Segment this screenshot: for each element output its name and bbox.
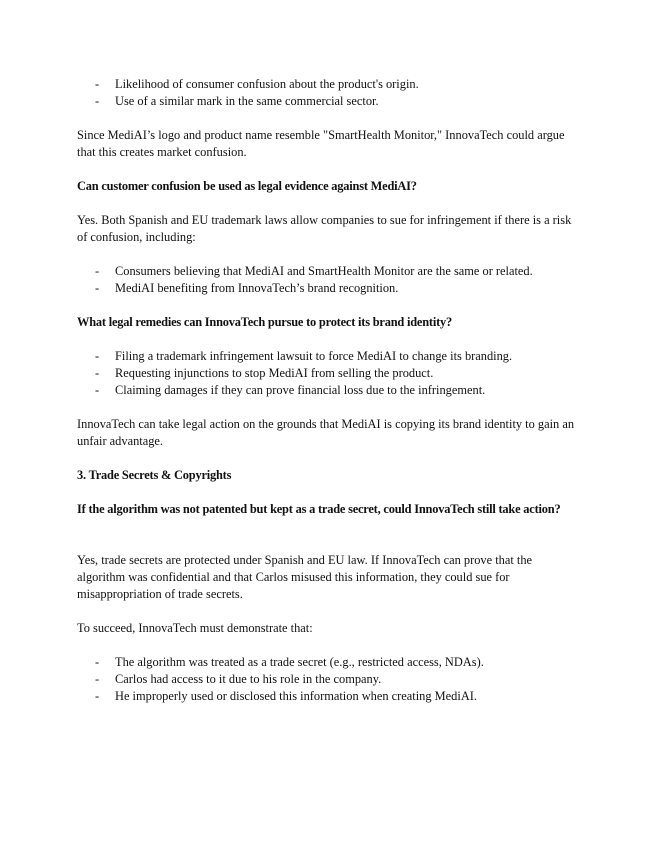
paragraph-logo-resemblance: Since MediAI’s logo and product name resemble "SmartHealth Monitor," InnovaTech could argue that this creates market confusion.	[77, 128, 565, 159]
list-item: - Claiming damages if they can prove financial loss due to the infringement.	[95, 383, 486, 397]
list-item: - Use of a similar mark in the same commercial sector.	[95, 94, 379, 108]
section-heading: 3. Trade Secrets & Copyrights	[77, 468, 232, 482]
paragraph-trade-secrets-protected: Yes, trade secrets are protected under Spanish and EU law. If InnovaTech can prove that the algorithm was confidential and that Carlos misused this information, they could sue for misappropriation of trade secrets.	[77, 553, 533, 601]
paragraph-trademark-laws: Yes. Both Spanish and EU trademark laws allow companies to sue for infringement if there is a risk of confusion, including:	[77, 213, 572, 244]
bullet-dash: -	[95, 655, 100, 669]
list-item: - MediAI benefiting from InnovaTech’s brand recognition.	[95, 281, 399, 295]
list-item: - Filing a trademark infringement lawsuit to force MediAI to change its branding.	[95, 349, 513, 363]
bullet-dash: -	[95, 281, 100, 295]
list-item: - Requesting injunctions to stop MediAI from selling the product.	[95, 366, 434, 380]
bullet-dash: -	[95, 672, 100, 686]
bullet-dash: -	[95, 77, 100, 91]
list-item: - Carlos had access to it due to his role in the company.	[95, 672, 382, 686]
bullet-dash: -	[95, 689, 100, 703]
bullet-dash: -	[95, 349, 100, 363]
bullet-dash: -	[95, 383, 100, 397]
bullet-dash: -	[95, 264, 100, 278]
trade-secret-requirements-list	[77, 654, 582, 705]
paragraph-to-succeed: To succeed, InnovaTech must demonstrate that:	[77, 621, 313, 635]
question-customer-confusion: Can customer confusion be used as legal evidence against MediAI?	[77, 179, 417, 193]
question-legal-remedies: What legal remedies can InnovaTech pursue to protect its brand identity?	[77, 315, 452, 329]
question-trade-secret: If the algorithm was not patented but kept as a trade secret, could InnovaTech still take action?	[77, 502, 561, 516]
confusion-criteria-list	[77, 76, 582, 110]
paragraph-legal-action: InnovaTech can take legal action on the grounds that MediAI is copying its brand identity to gain an unfair advantage.	[77, 417, 575, 448]
list-item: - Likelihood of consumer confusion about the product's origin.	[95, 77, 419, 91]
bullet-dash: -	[95, 366, 100, 380]
remedies-list	[77, 348, 582, 399]
list-item: - The algorithm was treated as a trade secret (e.g., restricted access, NDAs).	[95, 655, 484, 669]
list-item: - He improperly used or disclosed this information when creating MediAI.	[95, 689, 477, 703]
bullet-dash: -	[95, 94, 100, 108]
infringement-risk-list	[77, 263, 582, 297]
list-item: - Consumers believing that MediAI and SmartHealth Monitor are the same or related.	[95, 264, 533, 278]
